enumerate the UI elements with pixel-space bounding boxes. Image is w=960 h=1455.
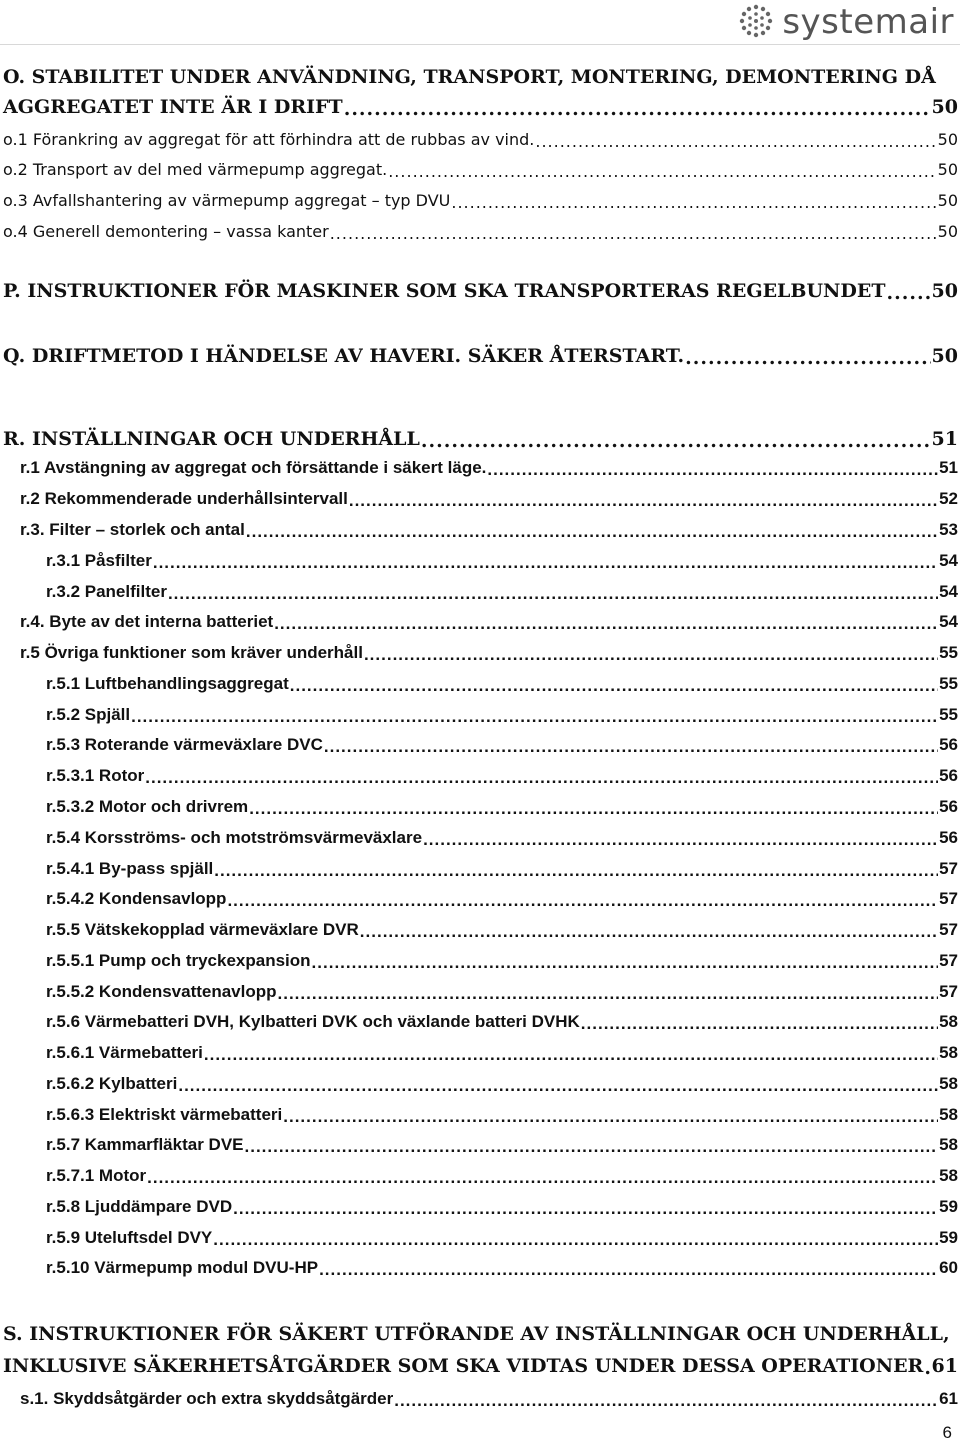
toc-label: r.5.6 Värmebatteri DVH, Kylbatteri DVK och växlande batteri DVHK — [46, 1012, 580, 1031]
toc-entry[interactable] — [3, 213, 958, 241]
toc-page: 56 — [939, 735, 958, 754]
toc-label: r.3.2 Panelfilter — [46, 582, 167, 601]
systemair-logo — [736, 2, 954, 42]
toc-page: 57 — [939, 951, 958, 970]
toc-label: r.5 Övriga funktioner som kräver underhåll — [20, 643, 363, 662]
toc-entry[interactable] — [46, 758, 958, 786]
toc-entry[interactable] — [46, 1158, 958, 1186]
toc-label: r.5.8 Ljuddämpare DVD — [46, 1197, 233, 1216]
toc-leader — [324, 738, 938, 755]
toc-leader — [487, 461, 938, 478]
toc-label: r.5.4 Korsströms- och motströmsvärmeväxlare — [46, 828, 423, 847]
toc-page: 58 — [939, 1012, 958, 1031]
toc-leader — [685, 348, 930, 367]
toc-entry[interactable] — [46, 912, 958, 940]
toc-page: 50 — [937, 160, 958, 179]
toc-label: AGGREGATET INTE ÄR I DRIFT — [3, 96, 343, 118]
toc-label: INKLUSIVE SÄKERHETSÅTGÄRDER SOM SKA VIDTAS UNDER DESSA OPERATIONER — [3, 1355, 924, 1377]
toc-leader — [421, 431, 931, 450]
toc-page: 56 — [939, 828, 958, 847]
toc-label: r.5.9 Uteluftsdel DVY — [46, 1228, 213, 1247]
toc-label: r.5.10 Värmepump modul DVU-HP — [46, 1258, 319, 1277]
toc-entry[interactable] — [3, 151, 958, 179]
toc-entry[interactable] — [46, 851, 958, 879]
toc-page: 60 — [939, 1258, 958, 1277]
toc-page: 50 — [931, 345, 958, 367]
toc-leader — [344, 99, 931, 118]
toc-page: 54 — [939, 582, 958, 601]
toc-label: o.3 Avfallshantering av värmepump aggregat – typ DVU — [3, 191, 451, 210]
toc-leader — [147, 1169, 938, 1186]
header-divider — [0, 44, 960, 45]
toc-leader — [213, 1231, 938, 1248]
toc-leader — [581, 1015, 938, 1032]
toc-entry[interactable] — [46, 1220, 958, 1248]
toc-entry[interactable] — [46, 974, 958, 1002]
toc-entry[interactable] — [46, 789, 958, 817]
toc-leader — [388, 163, 936, 179]
toc-leader — [290, 677, 938, 694]
toc-page: 52 — [939, 489, 958, 508]
toc-entry[interactable] — [46, 820, 958, 848]
toc-label: S. INSTRUKTIONER FÖR SÄKERT UTFÖRANDE AV INSTÄLLNINGAR OCH UNDERHÅLL, — [3, 1323, 950, 1345]
toc-label: r.5.6.3 Elektriskt värmebatteri — [46, 1105, 283, 1124]
toc-entry[interactable] — [3, 121, 958, 149]
toc-entry[interactable] — [46, 1097, 958, 1125]
toc-leader — [204, 1046, 938, 1063]
toc-label: r.5.3.1 Rotor — [46, 766, 145, 785]
toc-leader — [274, 615, 938, 632]
toc-page: 58 — [939, 1105, 958, 1124]
toc-page: 59 — [939, 1228, 958, 1247]
toc-entry[interactable] — [20, 604, 958, 632]
toc-label: r.5.3 Roterande värmeväxlare DVC — [46, 735, 323, 754]
toc-heading-o-line1[interactable] — [3, 60, 958, 88]
toc-entry[interactable] — [3, 182, 958, 210]
toc-leader — [451, 194, 936, 210]
toc-leader — [394, 1392, 938, 1409]
toc-page: 53 — [939, 520, 958, 539]
toc-page: 58 — [939, 1166, 958, 1185]
toc-label: o.2 Transport av del med värmepump aggregat. — [3, 160, 388, 179]
toc-leader — [227, 892, 938, 909]
page-number: 6 — [942, 1423, 952, 1442]
toc-label: R. INSTÄLLNINGAR OCH UNDERHÅLL — [3, 428, 420, 450]
toc-heading-s-line1[interactable] — [3, 1317, 958, 1345]
toc-leader — [245, 1138, 939, 1155]
toc-label: o.4 Generell demontering – vassa kanter — [3, 222, 329, 241]
toc-label: r.5.6.2 Kylbatteri — [46, 1074, 178, 1093]
toc-leader — [145, 769, 938, 786]
toc-label: r.5.5 Vätskekopplad värmeväxlare DVR — [46, 920, 359, 939]
toc-page: 57 — [939, 889, 958, 908]
toc-entry[interactable] — [20, 450, 958, 478]
toc-page: 50 — [937, 222, 958, 241]
toc-leader — [423, 831, 938, 848]
toc-label: r.5.3.2 Motor och drivrem — [46, 797, 249, 816]
toc-label: r.5.4.1 By-pass spjäll — [46, 859, 214, 878]
toc-label: Q. DRIFTMETOD I HÄNDELSE AV HAVERI. SÄKER ÅTERSTART. — [3, 345, 685, 367]
toc-entry[interactable] — [20, 635, 958, 663]
toc-page: 50 — [937, 130, 958, 149]
toc-heading-r[interactable] — [3, 422, 958, 450]
toc-page: 51 — [931, 428, 958, 450]
toc-entry[interactable] — [46, 1127, 958, 1155]
toc-leader — [249, 800, 938, 817]
toc-leader — [214, 862, 938, 879]
toc-page: 50 — [931, 280, 958, 302]
toc-page: 57 — [939, 920, 958, 939]
toc-label: o.1 Förankring av aggregat för att förhindra att de rubbas av vind. — [3, 130, 535, 149]
toc-heading-s-line2[interactable] — [3, 1349, 958, 1377]
toc-leader — [168, 585, 938, 602]
toc-leader — [246, 523, 938, 540]
toc-leader — [364, 646, 938, 663]
toc-entry[interactable] — [46, 697, 958, 725]
toc-entry[interactable] — [20, 481, 958, 509]
toc-heading-o-line2[interactable] — [3, 90, 958, 118]
toc-page: 55 — [939, 674, 958, 693]
toc-label: r.5.7 Kammarfläktar DVE — [46, 1135, 244, 1154]
toc-page: 58 — [939, 1043, 958, 1062]
toc-entry[interactable] — [46, 727, 958, 755]
toc-label: P. INSTRUKTIONER FÖR MASKINER SOM SKA TRANSPORTERAS REGELBUNDET — [3, 280, 886, 302]
toc-leader — [360, 923, 938, 940]
toc-heading-p[interactable] — [3, 274, 958, 302]
toc-page: 50 — [931, 96, 958, 118]
toc-label: r.5.4.2 Kondensavlopp — [46, 889, 227, 908]
toc-entry[interactable] — [46, 943, 958, 971]
toc-leader — [278, 985, 939, 1002]
toc-page: 55 — [939, 643, 958, 662]
toc-label: r.1 Avstängning av aggregat och försättande i säkert läge. — [20, 458, 487, 477]
toc-leader — [233, 1200, 938, 1217]
toc-entry[interactable] — [46, 1035, 958, 1063]
toc-entry[interactable] — [46, 1066, 958, 1094]
toc-page: 54 — [939, 612, 958, 631]
toc-label: r.3. Filter – storlek och antal — [20, 520, 245, 539]
systemair-logo-icon — [736, 2, 776, 42]
toc-entry[interactable] — [46, 543, 958, 571]
toc-page: 56 — [939, 797, 958, 816]
toc-leader — [887, 283, 931, 302]
toc-entry[interactable] — [46, 1250, 958, 1278]
toc-label: r.2 Rekommenderade underhållsintervall — [20, 489, 348, 508]
toc-page: 58 — [939, 1135, 958, 1154]
toc-page: 61 — [939, 1389, 958, 1408]
toc-page: 59 — [939, 1197, 958, 1216]
toc-leader — [283, 1108, 938, 1125]
toc-label: r.5.6.1 Värmebatteri — [46, 1043, 203, 1062]
toc-entry[interactable] — [20, 512, 958, 540]
toc-label: r.5.5.1 Pump och tryckexpansion — [46, 951, 311, 970]
toc-label: r.5.5.2 Kondensvattenavlopp — [46, 982, 277, 1001]
toc-entry[interactable] — [46, 666, 958, 694]
toc-page: 54 — [939, 551, 958, 570]
toc-entry[interactable] — [46, 1004, 958, 1032]
toc-leader — [178, 1077, 938, 1094]
toc-page: 57 — [939, 982, 958, 1001]
toc-label: r.5.7.1 Motor — [46, 1166, 147, 1185]
toc-label: r.4. Byte av det interna batteriet — [20, 612, 274, 631]
toc-label: r.5.2 Spjäll — [46, 705, 131, 724]
toc-page: 55 — [939, 705, 958, 724]
toc-page: 50 — [937, 191, 958, 210]
toc-entry[interactable] — [46, 1189, 958, 1217]
toc-page: 61 — [931, 1355, 958, 1377]
toc-label: O. STABILITET UNDER ANVÄNDNING, TRANSPORT, MONTERING, DEMONTERING DÅ — [3, 66, 936, 88]
toc-leader — [535, 133, 936, 149]
toc-heading-q[interactable] — [3, 339, 958, 367]
toc-page: 57 — [939, 859, 958, 878]
toc-page: 51 — [939, 458, 958, 477]
toc-entry[interactable] — [20, 1381, 958, 1409]
toc-leader — [131, 708, 938, 725]
toc-entry[interactable] — [46, 574, 958, 602]
toc-leader — [312, 954, 939, 971]
toc-leader — [153, 554, 938, 571]
toc-entry[interactable] — [46, 881, 958, 909]
toc-page: 58 — [939, 1074, 958, 1093]
toc-leader — [330, 225, 937, 241]
toc-page: 56 — [939, 766, 958, 785]
toc-label: r.3.1 Påsfilter — [46, 551, 152, 570]
toc-label: s.1. Skyddsåtgärder och extra skyddsåtgärder — [20, 1389, 394, 1408]
toc-label: r.5.1 Luftbehandlingsaggregat — [46, 674, 289, 693]
logo-wordmark: systemair — [782, 2, 954, 42]
toc-leader — [924, 1358, 930, 1377]
toc-leader — [349, 492, 938, 509]
toc-leader — [319, 1261, 938, 1278]
